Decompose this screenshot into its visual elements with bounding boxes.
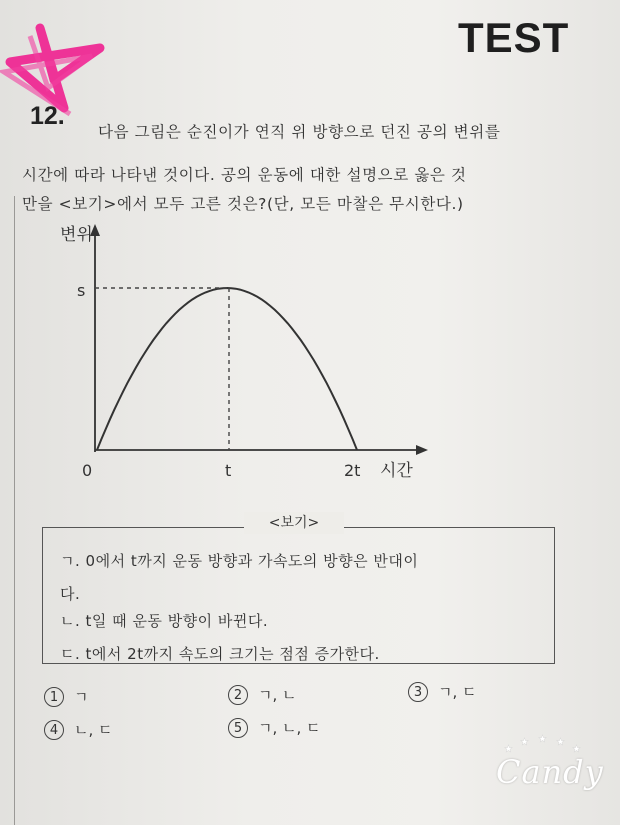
statement-b	[60, 610, 268, 631]
displacement-curve	[97, 288, 357, 450]
choice-2[interactable]	[228, 684, 297, 705]
choice-number: 1	[44, 687, 64, 707]
y-tick-s: s	[77, 281, 86, 300]
choice-4[interactable]	[44, 719, 113, 740]
svg-text:★: ★	[520, 737, 529, 748]
x-tick-2t: 2t	[344, 461, 361, 480]
choice-5[interactable]	[228, 717, 321, 738]
x-tick-t: t	[225, 461, 232, 480]
choice-number: 5	[228, 718, 248, 738]
test-heading: TEST	[458, 14, 570, 61]
svg-text:★: ★	[504, 744, 513, 755]
statement-a-text: 0에서 t까지 운동 방향과 가속도의 방향은 반대이	[85, 552, 419, 570]
y-axis-label: 변위	[60, 225, 93, 245]
statement-a	[60, 550, 418, 571]
question-text-line3: 만을 <보기>에서 모두 고른 것은?(단, 모든 마찰은 무시한다.)	[22, 195, 464, 213]
statement-a-continuation: 다.	[60, 585, 81, 603]
choice-number: 4	[44, 720, 64, 740]
statement-c	[60, 643, 380, 664]
choice-3[interactable]	[408, 681, 477, 702]
statement-b-label: ㄴ.	[60, 612, 81, 630]
choice-text: ㄴ, ㄷ	[74, 721, 113, 739]
choice-text: ㄱ, ㄴ	[258, 686, 297, 704]
watermark-logo: Candy	[496, 753, 604, 791]
x-axis-label: 시간	[380, 461, 413, 481]
choice-text: ㄱ	[74, 688, 89, 706]
choice-text: ㄱ, ㄷ	[438, 683, 477, 701]
statement-b-text: t일 때 운동 방향이 바뀐다.	[85, 612, 269, 630]
bogi-title: <보기>	[244, 512, 344, 534]
svg-text:★: ★	[538, 734, 547, 745]
question-number: 12.	[30, 102, 65, 130]
statement-a-label: ㄱ.	[60, 552, 81, 570]
question-text-line2: 시간에 따라 나타낸 것이다. 공의 운동에 대한 설명으로 옳은 것	[22, 166, 467, 184]
svg-text:★: ★	[572, 744, 581, 755]
statement-c-label: ㄷ.	[60, 645, 81, 663]
svg-text:★: ★	[556, 737, 565, 748]
x-tick-0: 0	[82, 461, 93, 480]
choice-text: ㄱ, ㄴ, ㄷ	[258, 719, 321, 737]
question-text-line1: 다음 그림은 순진이가 연직 위 방향으로 던진 공의 변위를	[98, 123, 501, 141]
choice-number: 3	[408, 682, 428, 702]
statement-c-text: t에서 2t까지 속도의 크기는 점점 증가한다.	[85, 645, 380, 663]
choice-number: 2	[228, 685, 248, 705]
choice-1[interactable]	[44, 686, 89, 707]
x-axis-arrow	[416, 445, 428, 455]
